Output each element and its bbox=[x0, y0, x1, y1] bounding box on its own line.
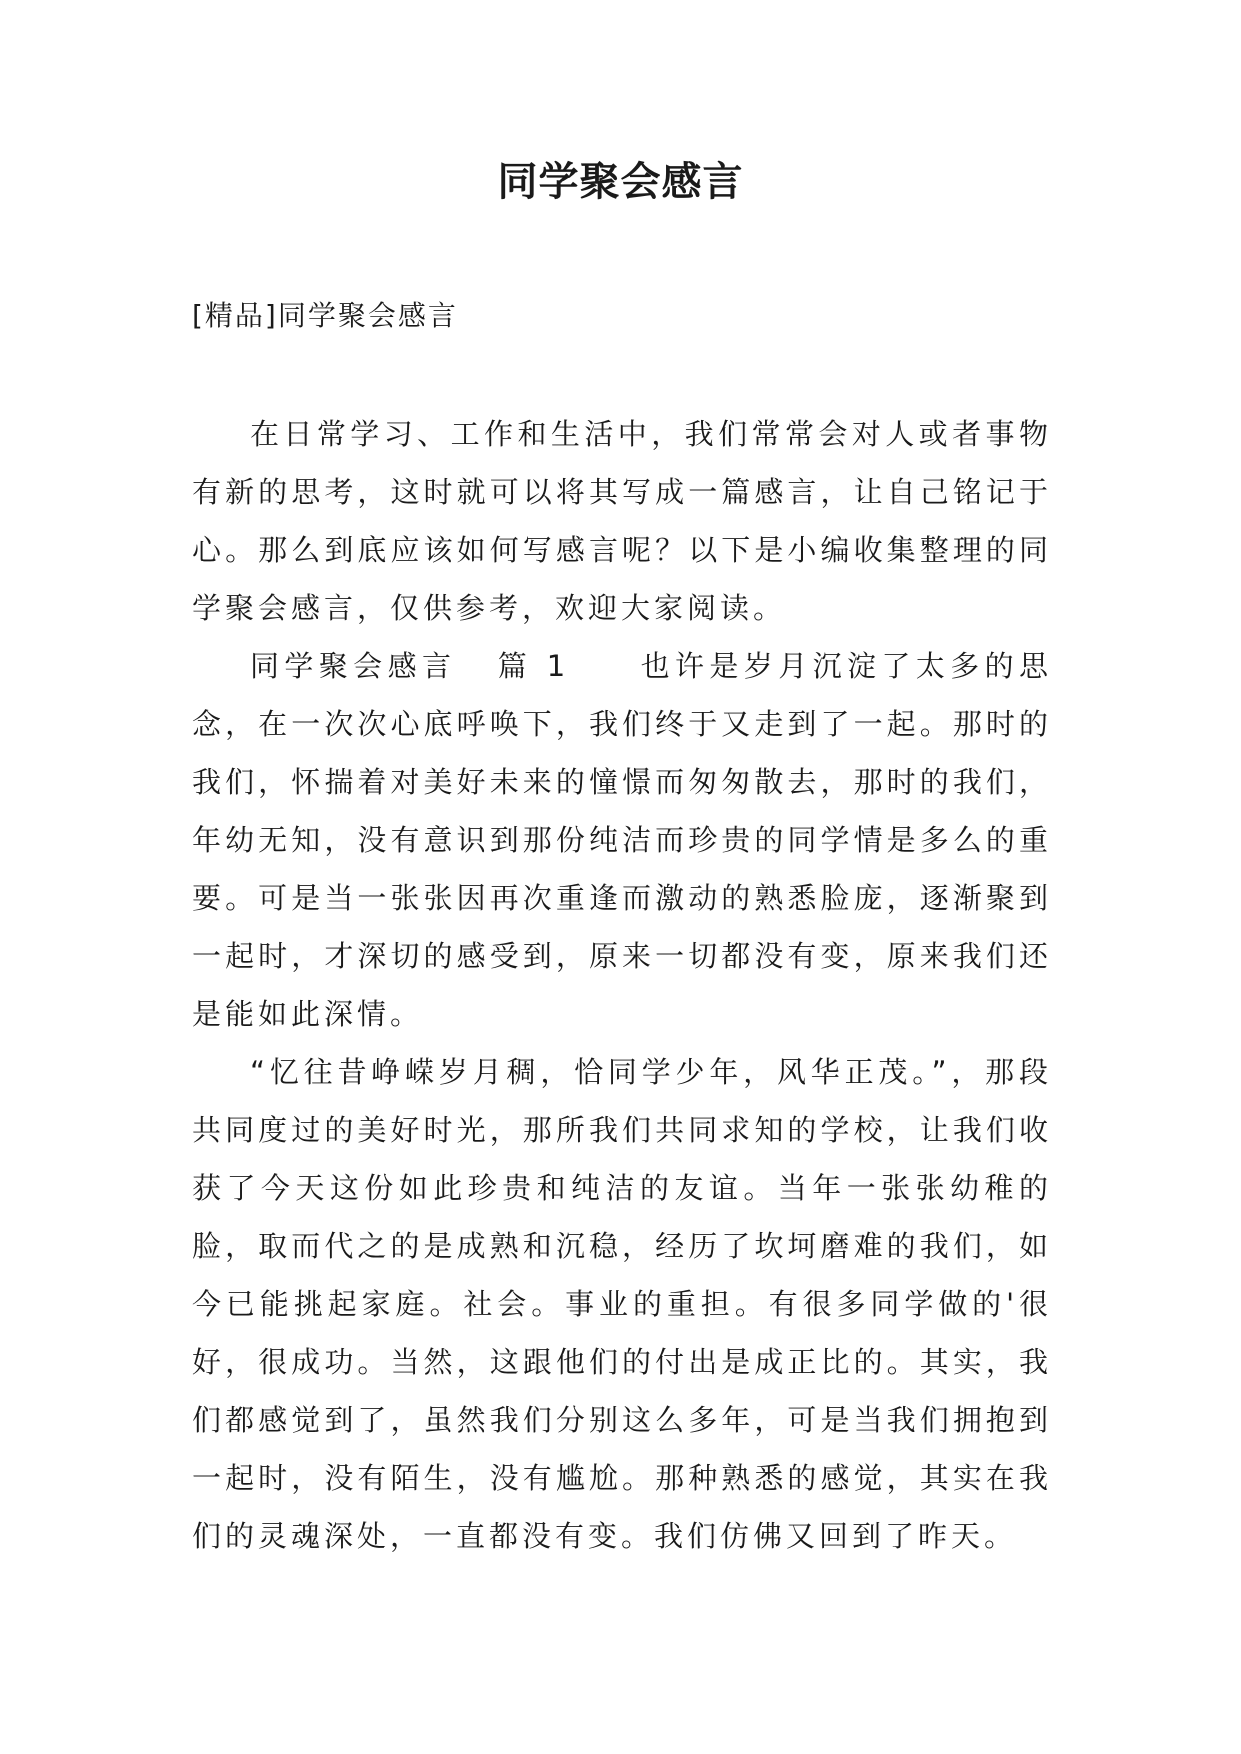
section-label: 篇 1 bbox=[496, 649, 570, 683]
document-body bbox=[192, 405, 1052, 1565]
section-heading: 同学聚会感言 bbox=[250, 649, 457, 683]
section-1-text: 也许是岁月沉淀了太多的思念，在一次次心底呼唤下，我们终于又走到了一起。那时的我们，怀揣着对美好未来的憧憬而匆匆散去，那时的我们，年幼无知，没有意识到那份纯洁而珍贵的同学情是多么的重要。可是当一张张因再次重逢而激动的熟悉脸庞，逐渐聚到一起时，才深切的感受到，原来一切都没有变，原来我们还是能如此深情。 bbox=[192, 649, 1052, 1031]
intro-paragraph: 在日常学习、工作和生活中，我们常常会对人或者事物有新的思考，这时就可以将其写成一篇感言，让自己铭记于心。那么到底应该如何写感言呢？以下是小编收集整理的同学聚会感言，仅供参考，欢迎大家阅读。 bbox=[192, 417, 1052, 625]
section-1-paragraph-2: “忆往昔峥嵘岁月稠，恰同学少年，风华正茂。”，那段共同度过的美好时光，那所我们共同求知的学校，让我们收获了今天这份如此珍贵和纯洁的友谊。当年一张张幼稚的脸，取而代之的是成熟和沉稳，经历了坎坷磨难的我们，如今已能挑起家庭。社会。事业的重担。有很多同学做的'很好，很成功。当然，这跟他们的付出是成正比的。其实，我们都感觉到了，虽然我们分别这么多年，可是当我们拥抱到一起时，没有陌生，没有尴尬。那种熟悉的感觉，其实在我们的灵魂深处，一直都没有变。我们仿佛又回到了昨天。 bbox=[192, 1055, 1052, 1553]
page-title: 同学聚会感言 bbox=[497, 158, 744, 205]
section-1-paragraph-1 bbox=[192, 637, 1052, 1043]
document-subtitle: [精品]同学聚会感言 bbox=[192, 299, 458, 332]
